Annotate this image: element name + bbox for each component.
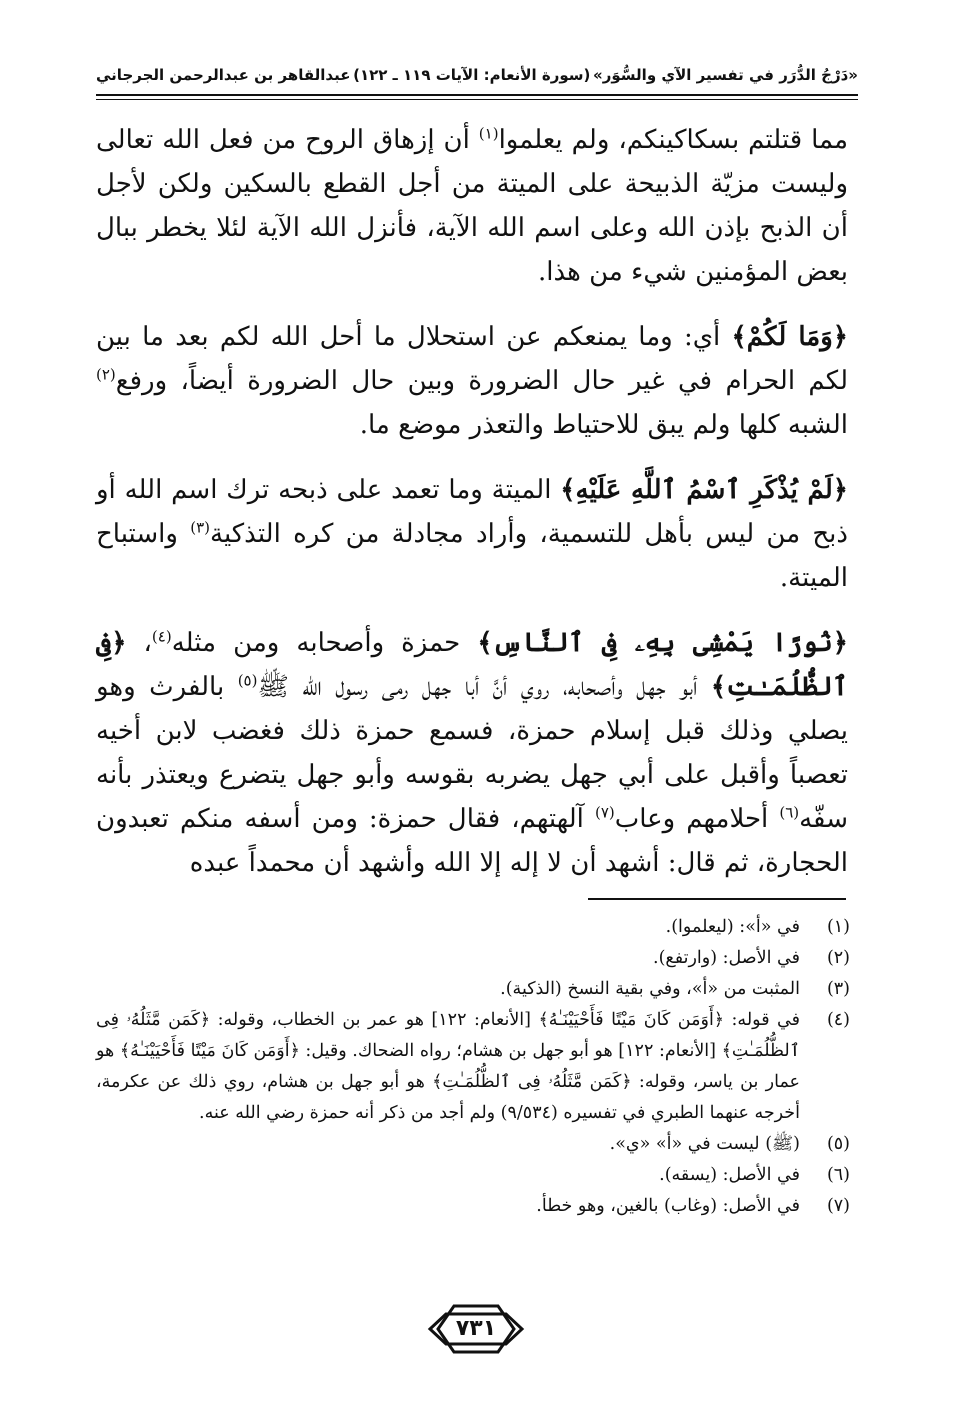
footnote-text: (ﷺ) ليست في «أ» «ي».	[609, 1134, 800, 1154]
footnote-item	[96, 1160, 850, 1191]
footnote-text: في الأصل: (وغاب) بالغين، وهو خطأ.	[536, 1196, 800, 1216]
footnote-marker-5: (٥)	[237, 671, 258, 690]
footnote-marker-1: (١)	[478, 124, 499, 143]
paragraph-3	[96, 468, 848, 600]
header-author: عبدالقاهر بن عبدالرحمن الجرجاني	[96, 66, 351, 84]
text-segment: أن إزهاق الروح من فعل الله تعالى وليست مزيّة الذبيحة على الميتة من أجل القطع بالسكين ولكن لأجل أن الذبح بإذن الله وعلى اسم الله الآية، فأنزل الله الآية لئلا يخطر ببال بعض المؤمنين شيء من هذا.	[96, 125, 848, 287]
footnote-marker-2: (٢)	[96, 365, 116, 384]
quran-quote: ﴿نُورًا يَمْشِى بِهِۦ فِى ٱلنَّاسِ﴾	[477, 628, 848, 658]
footnote-number: (٣)	[826, 979, 850, 999]
main-text	[96, 118, 848, 906]
running-header	[96, 58, 858, 92]
footnote-item	[96, 943, 850, 974]
footnote-item	[96, 974, 850, 1005]
footnote-number: (٤)	[826, 1010, 850, 1030]
text-segment: أبو جهل وأصحابه، روي أنَّ أبا جهل رمى رسول الله ﷺ	[257, 672, 711, 702]
footnotes	[96, 912, 850, 1222]
quran-quote: ﴿وَمَا لَكُمْ﴾	[731, 322, 848, 352]
header-rule-thin	[96, 99, 858, 100]
footnote-text: في الأصل: (وارتفع).	[653, 948, 800, 968]
text-segment: حمزة وأصحابه ومن مثله	[171, 628, 478, 658]
text-segment: آلهتهم، فقال حمزة: ومن أسفه منكم تعبدون الحجارة، ثم قال: أشهد أن لا إله إلا الله وأشهد أن محمداً عبده	[96, 804, 848, 878]
footnote-number: (٦)	[826, 1165, 850, 1185]
quran-quote: ﴿لَمْ يُذْكَرِ ٱسْمُ ٱللَّهِ عَلَيْهِ﴾	[560, 475, 848, 505]
page-number: ٧٣١	[455, 1316, 497, 1341]
quran-quote: ﴿فِى ٱلظُّلُمَـٰتِ﴾	[96, 628, 848, 702]
footnote-number: (٥)	[826, 1134, 850, 1154]
text-segment: الشبه كلها ولم يبق للاحتياط والتعذر موضع ما.	[359, 410, 848, 440]
footnote-item	[96, 912, 850, 943]
footnote-marker-6: (٦)	[779, 803, 800, 822]
paragraph-4	[96, 621, 848, 885]
header-section: (سورة الأنعام: الآيات ١١٩ ـ ١٢٢)	[353, 66, 591, 84]
footnote-item	[96, 1129, 850, 1160]
footnote-text: في قوله: ﴿أَوَمَن كَانَ مَيْتًا فَأَحْيَيْنَـٰهُ﴾ [الأنعام: ١٢٢] هو عمر بن الخطاب، وقوله: ﴿كَمَن مَّثَلُهُۥ فِى ٱلظُّلُمَـٰتِ﴾ [الأنعام: ١٢٢] هو أبو جهل بن هشام؛ رواه الضحاك. وقيل: ﴿أَوَمَن كَانَ مَيْتًا فَأَحْيَيْنَـٰهُ﴾ هو عمار بن ياسر، وقوله: ﴿كَمَن مَّثَلُهُۥ فِى ٱلظُّلُمَـٰتِ﴾ هو أبو جهل بن هشام، روي ذلك عن عكرمة، أخرجه عنهما الطبري في تفسيره (٩/٥٣٤) ولم أجد من ذكر أنه حمزة رضي الله عنه.	[96, 1010, 801, 1123]
header-book-title: «دَرْجُ الدُّرَر في تفسير الآي والسُّوَر»	[593, 66, 858, 84]
header-rule	[96, 94, 858, 96]
footnote-item	[96, 1191, 850, 1222]
footnote-marker-3: (٣)	[190, 518, 211, 537]
page-number-ornament	[426, 1300, 526, 1358]
footnote-number: (١)	[826, 917, 850, 937]
paragraph-1	[96, 118, 848, 294]
footnote-text: المثبت من «أ»، وفي بقية النسخ (الذكية).	[500, 979, 800, 999]
footnote-number: (٢)	[826, 948, 850, 968]
footnote-item	[96, 1005, 850, 1129]
text-segment: أحلامهم وعاب	[614, 804, 780, 834]
text-segment: ،	[126, 628, 152, 658]
footnote-text: في الأصل: (يسقه).	[659, 1165, 800, 1185]
text-segment: واستباح الميتة.	[96, 519, 848, 593]
text-segment: مما قتلتم بسكاكينكم، ولم يعلموا	[498, 125, 848, 155]
text-segment: أي: وما يمنعكم عن استحلال ما أحل الله لكم بعد ما بين لكم الحرام في غير حال الضرورة وبين حال الضرورة أيضاً، ورفع	[96, 322, 848, 396]
text-segment: بالفرث وهو يصلي وذلك قبل إسلام حمزة، فسمع حمزة ذلك فغضب لابن أخيه تعصباً وأقبل على أبي جهل يضربه بقوسه وأبو جهل يتضرع ويعتذر بأنه سفّه	[96, 672, 848, 834]
footnote-separator	[588, 898, 846, 900]
footnote-marker-7: (٧)	[594, 803, 615, 822]
footnote-marker-4: (٤)	[151, 627, 172, 646]
footnote-number: (٧)	[826, 1196, 850, 1216]
footnote-text: في «أ»: (ليعلموا).	[665, 917, 800, 937]
text-segment: الميتة وما تعمد على ذبحه ترك اسم الله أو ذبح من ليس بأهل للتسمية، وأراد مجادلة من كره التذكية	[96, 475, 848, 549]
paragraph-2	[96, 315, 848, 447]
